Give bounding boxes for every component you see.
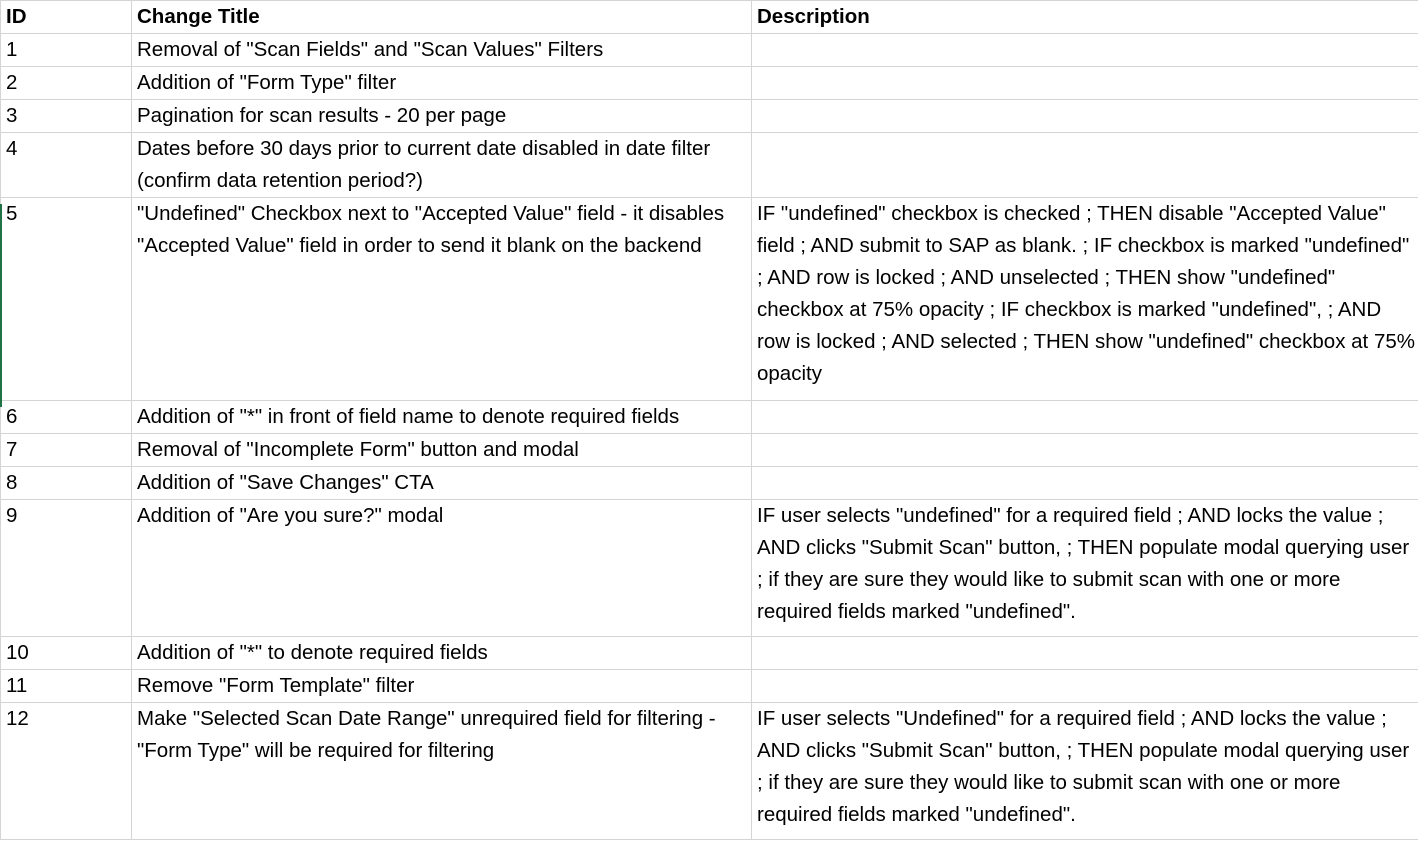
table-row <box>1 133 1418 198</box>
cell-id[interactable]: 8 <box>1 467 132 500</box>
cell-change-title[interactable]: Pagination for scan results - 20 per page <box>132 100 752 133</box>
cell-description[interactable]: IF "undefined" checkbox is checked ; THEN disable "Accepted Value" field ; AND submit to SAP as blank. ; IF checkbox is marked "undefined" ; AND row is locked ; AND unselected ; THEN show "undefined" checkbox at 75% opacity ; IF checkbox is marked "undefined", ; AND row is locked ; AND selected ; THEN show "undefined" checkbox at 75% opacity <box>752 198 1418 401</box>
cell-id[interactable]: 12 <box>1 703 132 840</box>
cell-description[interactable] <box>752 434 1418 467</box>
cell-id[interactable]: 9 <box>1 500 132 637</box>
table-row <box>1 67 1418 100</box>
cell-change-title[interactable]: Make "Selected Scan Date Range" unrequired field for filtering - "Form Type" will be required for filtering <box>132 703 752 840</box>
cell-id[interactable]: 5 <box>1 198 132 401</box>
cell-change-title[interactable]: "Undefined" Checkbox next to "Accepted Value" field - it disables "Accepted Value" field in order to send it blank on the backend <box>132 198 752 401</box>
header-change-title[interactable]: Change Title <box>132 1 752 34</box>
cell-description[interactable] <box>752 34 1418 67</box>
header-description[interactable]: Description <box>752 1 1418 34</box>
table-row <box>1 500 1418 637</box>
cell-change-title[interactable]: Removal of "Scan Fields" and "Scan Values" Filters <box>132 34 752 67</box>
cell-change-title[interactable]: Addition of "Form Type" filter <box>132 67 752 100</box>
cell-description[interactable] <box>752 637 1418 670</box>
header-row <box>1 1 1418 34</box>
cell-description[interactable] <box>752 467 1418 500</box>
cell-change-title[interactable]: Addition of "Are you sure?" modal <box>132 500 752 637</box>
table-row <box>1 100 1418 133</box>
row-selection-indicator <box>0 204 2 407</box>
cell-id[interactable]: 4 <box>1 133 132 198</box>
cell-id[interactable]: 11 <box>1 670 132 703</box>
cell-id[interactable]: 10 <box>1 637 132 670</box>
cell-change-title[interactable]: Addition of "*" to denote required fields <box>132 637 752 670</box>
table-row <box>1 401 1418 434</box>
cell-change-title[interactable]: Removal of "Incomplete Form" button and modal <box>132 434 752 467</box>
cell-id[interactable]: 3 <box>1 100 132 133</box>
cell-change-title[interactable]: Dates before 30 days prior to current date disabled in date filter (confirm data retention period?) <box>132 133 752 198</box>
cell-change-title[interactable]: Addition of "*" in front of field name to denote required fields <box>132 401 752 434</box>
table-row <box>1 198 1418 401</box>
table-row <box>1 34 1418 67</box>
cell-id[interactable]: 2 <box>1 67 132 100</box>
cell-change-title[interactable]: Remove "Form Template" filter <box>132 670 752 703</box>
table-row <box>1 670 1418 703</box>
cell-id[interactable]: 1 <box>1 34 132 67</box>
header-id[interactable]: ID <box>1 1 132 34</box>
cell-id[interactable]: 6 <box>1 401 132 434</box>
table-row <box>1 637 1418 670</box>
cell-description[interactable]: IF user selects "Undefined" for a required field ; AND locks the value ; AND clicks "Submit Scan" button, ; THEN populate modal querying user ; if they are sure they would like to submit scan with one or more required fields marked "undefined". <box>752 703 1418 840</box>
cell-change-title[interactable]: Addition of "Save Changes" CTA <box>132 467 752 500</box>
table-row <box>1 434 1418 467</box>
cell-description[interactable] <box>752 100 1418 133</box>
table-row <box>1 703 1418 840</box>
cell-description[interactable]: IF user selects "undefined" for a required field ; AND locks the value ; AND clicks "Submit Scan" button, ; THEN populate modal querying user ; if they are sure they would like to submit scan with one or more required fields marked "undefined". <box>752 500 1418 637</box>
table-row <box>1 467 1418 500</box>
cell-description[interactable] <box>752 670 1418 703</box>
cell-description[interactable] <box>752 67 1418 100</box>
cell-description[interactable] <box>752 133 1418 198</box>
cell-id[interactable]: 7 <box>1 434 132 467</box>
cell-description[interactable] <box>752 401 1418 434</box>
